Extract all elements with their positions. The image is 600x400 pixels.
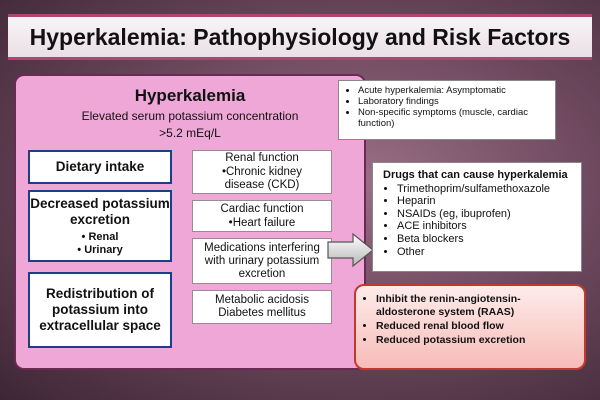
- list-item: • Heparin: [397, 195, 573, 208]
- main-subtitle-line2: >5.2 mEq/L: [159, 126, 221, 140]
- renal-function-bullet-cont: disease (CKD): [224, 179, 300, 191]
- main-heading: Hyperkalemia: [134, 86, 246, 105]
- list-item: • Renal: [77, 231, 122, 244]
- symptoms-list: [349, 85, 549, 129]
- metabolic-line1: Metabolic acidosis: [215, 294, 309, 306]
- list-item: • Non-specific symptoms (muscle, cardiac function): [358, 107, 549, 129]
- cardiac-function-label: Cardiac function: [220, 202, 304, 215]
- drugs-list: [383, 183, 573, 259]
- renal-function-label: Renal function: [225, 152, 299, 164]
- medications-box: [192, 238, 332, 284]
- redistribution-box: [28, 272, 172, 348]
- redistribution-line1: Redistribution of: [46, 286, 154, 301]
- list-item: • ACE inhibitors: [397, 220, 573, 233]
- medications-line2: with urinary potassium: [204, 254, 320, 267]
- cardiac-function-box: [192, 200, 332, 232]
- raas-box: [354, 284, 586, 370]
- drugs-title: Drugs that can cause hyperkalemia: [383, 169, 568, 181]
- redistribution-line2: potassium into: [51, 302, 148, 317]
- decreased-excretion-line2: excretion: [69, 211, 131, 227]
- title-bar: [8, 14, 592, 60]
- decreased-excretion-list: [77, 231, 122, 257]
- medications-line3: excretion: [238, 267, 286, 280]
- dietary-intake-label: Dietary intake: [55, 159, 145, 174]
- main-subtitle-line1: Elevated serum potassium concentration: [81, 109, 299, 123]
- list-item: • Chronic kidney: [222, 166, 302, 179]
- list-item: • Acute hyperkalemia: Asymptomatic: [358, 85, 549, 96]
- list-item: • Reduced renal blood flow: [376, 320, 576, 333]
- renal-function-list: [222, 166, 302, 179]
- renal-function-box: [192, 150, 332, 194]
- arrow-right-icon: [327, 232, 375, 268]
- list-item: • Urinary: [77, 244, 122, 257]
- decreased-excretion-box: [28, 190, 172, 262]
- cardiac-function-list: [229, 217, 296, 230]
- metabolic-box: [192, 290, 332, 324]
- list-item: • Trimethoprim/sulfamethoxazole: [397, 183, 573, 196]
- list-item: • Beta blockers: [397, 233, 573, 246]
- list-item: • Heart failure: [229, 217, 296, 230]
- redistribution-line3: extracellular space: [39, 318, 161, 333]
- dietary-intake-box: [28, 150, 172, 184]
- medications-line1: Medications interfering: [204, 241, 320, 254]
- page-title: Hyperkalemia: Pathophysiology and Risk Factors: [29, 23, 571, 50]
- list-item: • Other: [397, 246, 573, 259]
- main-heading-block: [14, 86, 366, 140]
- list-item: • NSAIDs (eg, ibuprofen): [397, 208, 573, 221]
- list-item: • Inhibit the renin-angiotensin-aldosterone system (RAAS): [376, 293, 576, 319]
- metabolic-line2: Diabetes mellitus: [218, 307, 306, 319]
- drugs-box: [372, 162, 582, 272]
- symptoms-box: [338, 80, 556, 140]
- raas-list: [362, 293, 576, 347]
- decreased-excretion-line1: Decreased potassium: [30, 195, 170, 211]
- list-item: • Reduced potassium excretion: [376, 334, 576, 347]
- list-item: • Laboratory findings: [358, 96, 549, 107]
